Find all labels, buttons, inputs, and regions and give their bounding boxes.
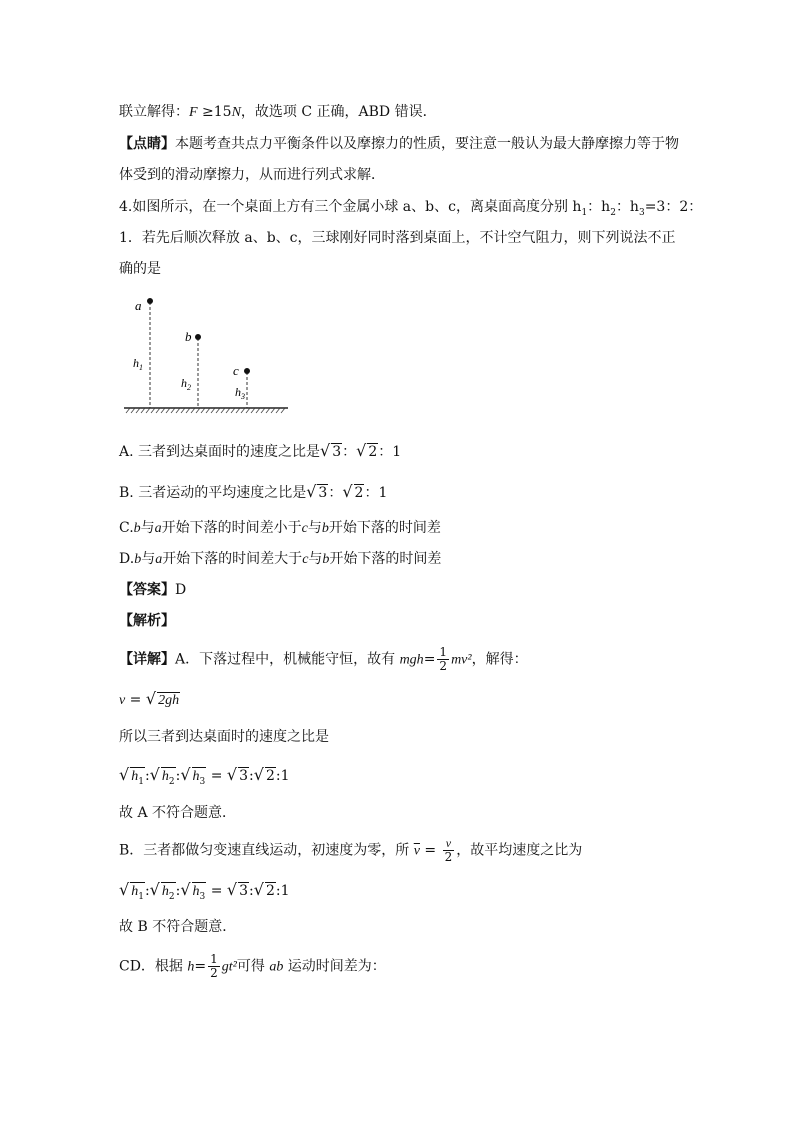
var-F: F bbox=[189, 105, 198, 120]
falling-balls-figure bbox=[118, 290, 318, 420]
analysis-heading: 【解析】 bbox=[119, 613, 175, 629]
ball-a bbox=[147, 298, 153, 304]
label-a: a bbox=[135, 298, 142, 313]
conclusion-a: 故 A 不符合题意． bbox=[119, 805, 237, 821]
detail-line-cd: CD．根据 h= $\frac{1}{2}$ gt²可得 ab 运动时间差为： bbox=[119, 952, 386, 980]
answer-line bbox=[119, 580, 186, 600]
ratio-text-a: 所以三者到达桌面时的速度之比是 bbox=[119, 729, 329, 745]
equation-v: v = √ 2gh bbox=[119, 689, 180, 708]
label-h3: $h_3$ bbox=[235, 385, 245, 401]
question-4-line-3: 确的是 bbox=[119, 261, 161, 277]
unit-N: N bbox=[231, 105, 241, 120]
ball-c bbox=[244, 368, 250, 374]
option-a: A. 三者到达桌面时的速度之比是√ 3：√ 2：1 bbox=[119, 441, 402, 460]
ratio-equation-a: √ $h_1:√$ $h_2:√$ $h_3$ = √ 3:√ 2:1 bbox=[119, 765, 290, 790]
comment-label: 【点睛】 bbox=[119, 136, 175, 152]
detail-line-b: B．三者都做匀变速直线运动，初速度为零，所 $\overline{v}$ = $\frac{v}{2}$ ，故平均速度之比为 bbox=[119, 836, 583, 864]
ball-b bbox=[195, 334, 201, 340]
ratio-equation-b: √ $h_1:√$ $h_2:√$ $h_3$ = √ 3:√ 2:1 bbox=[119, 880, 290, 905]
label-c: c bbox=[233, 363, 239, 378]
option-c: C.b与a开始下落的时间差小于c与b开始下落的时间差 bbox=[119, 520, 441, 536]
conclusion-b: 故 B 不符合题意． bbox=[119, 919, 237, 935]
answer-label: 【答案】 bbox=[119, 582, 175, 598]
answer-value: D bbox=[175, 582, 187, 598]
label-h1: $h_1$ bbox=[133, 356, 143, 372]
question-4-line-1: 4.如图所示，在一个桌面上方有三个金属小球 a、b、c，离桌面高度分别 $h_1$：$h_2$：$h_3=3$：2： bbox=[119, 199, 703, 218]
label-b: b bbox=[185, 329, 192, 344]
detail-line-a: 【详解】A．下落过程中，机械能守恒，故有 mgh= $\frac{1}{2}$ mv²，解得： bbox=[119, 645, 528, 673]
comment-line-2: 体受到的滑动摩擦力，从而进行列式求解． bbox=[119, 167, 385, 183]
label-h2: $h_2$ bbox=[181, 376, 191, 392]
solution-conclusion-line: 联立解得：F ≥15N，故选项 C 正确，ABD 错误． bbox=[119, 104, 437, 120]
detail-label: 【详解】 bbox=[119, 651, 175, 668]
question-4-line-2: 1．若先后顺次释放 a、b、c，三球刚好同时落到桌面上，不计空气阻力，则下列说法不正 bbox=[119, 230, 676, 246]
option-b: B. 三者运动的平均速度之比是√ 3：√ 2：1 bbox=[119, 482, 388, 501]
comment-line-1: 【点睛】本题考查共点力平衡条件以及摩擦力的性质，要注意一般认为最大静摩擦力等于物 bbox=[119, 136, 679, 152]
fraction-half: $\frac{1}{2}$ bbox=[439, 645, 448, 673]
option-d: D.b与a开始下落的时间差大于c与b开始下落的时间差 bbox=[119, 551, 442, 567]
